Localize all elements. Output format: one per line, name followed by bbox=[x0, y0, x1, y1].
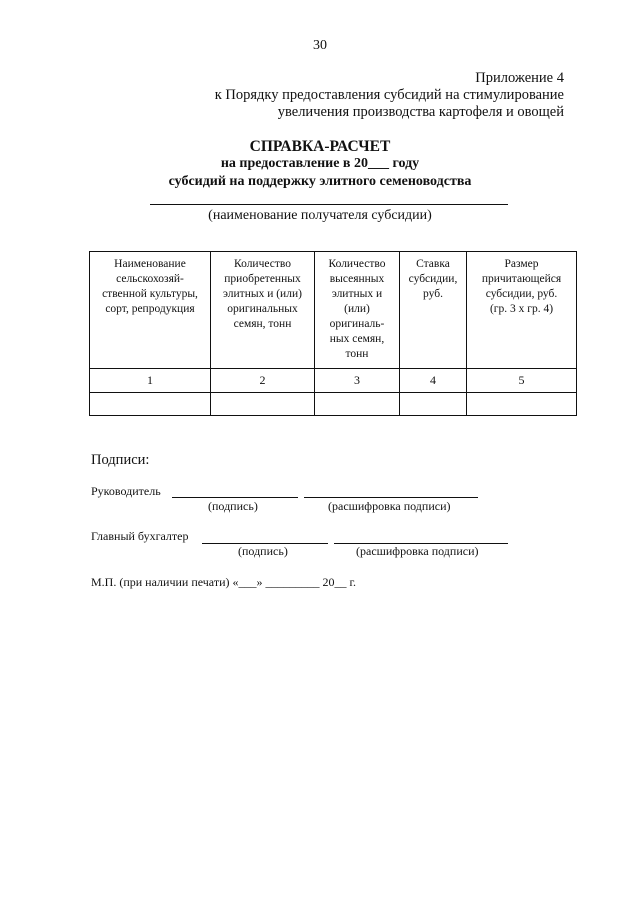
column-header-subsidy-amount: Размер причитающейся субсидии, руб. (гр. 3 x гр. 4) bbox=[467, 252, 577, 369]
document-subtitle-line-1: на предоставление в 20___ году bbox=[220, 156, 420, 171]
accountant-label: Главный бухгалтер bbox=[91, 529, 189, 543]
column-header-crop: Наименование сельскохозяй- ственной культуры, сорт, репродукция bbox=[90, 252, 211, 369]
appendix-line-1: Приложение 4 bbox=[475, 70, 564, 86]
page-number: 30 bbox=[313, 38, 327, 53]
document-title: СПРАВКА-РАСЧЕТ bbox=[249, 138, 391, 155]
subsidy-table bbox=[89, 251, 577, 416]
recipient-name-line[interactable] bbox=[150, 204, 508, 205]
table-row bbox=[90, 393, 577, 416]
accountant-signature-caption: (подпись) bbox=[238, 544, 288, 558]
column-header-subsidy-rate: Ставка субсидии, руб. bbox=[400, 252, 467, 369]
head-label: Руководитель bbox=[91, 484, 161, 498]
table-cell[interactable] bbox=[400, 393, 467, 416]
column-header-purchased-seeds: Количество приобретенных элитных и (или) оригинальных семян, тонн bbox=[211, 252, 315, 369]
table-header-row bbox=[90, 252, 577, 369]
column-number: 2 bbox=[211, 369, 315, 393]
table-cell[interactable] bbox=[90, 393, 211, 416]
column-number: 1 bbox=[90, 369, 211, 393]
table-cell[interactable] bbox=[211, 393, 315, 416]
head-signature-line[interactable] bbox=[172, 497, 298, 498]
stamp-date-line: М.П. (при наличии печати) «___» _________ 20__ г. bbox=[91, 575, 357, 589]
head-decoding-line[interactable] bbox=[304, 497, 478, 498]
appendix-line-2: к Порядку предоставления субсидий на стимулирование bbox=[214, 87, 564, 103]
signatures-title: Подписи: bbox=[91, 452, 150, 468]
accountant-decoding-caption: (расшифровка подписи) bbox=[356, 544, 479, 558]
column-header-sown-seeds: Количество высеянных элитных и (или) оригиналь- ных семян, тонн bbox=[315, 252, 400, 369]
column-number: 5 bbox=[467, 369, 577, 393]
appendix-line-3: увеличения производства картофеля и овощей bbox=[277, 104, 564, 120]
table-cell[interactable] bbox=[467, 393, 577, 416]
table-column-number-row bbox=[90, 369, 577, 393]
head-decoding-caption: (расшифровка подписи) bbox=[328, 499, 451, 513]
column-number: 4 bbox=[400, 369, 467, 393]
recipient-caption: (наименование получателя субсидии) bbox=[208, 208, 432, 223]
head-signature-caption: (подпись) bbox=[208, 499, 258, 513]
table-cell[interactable] bbox=[315, 393, 400, 416]
document-subtitle-line-2: субсидий на поддержку элитного семеноводства bbox=[168, 174, 472, 189]
column-number: 3 bbox=[315, 369, 400, 393]
